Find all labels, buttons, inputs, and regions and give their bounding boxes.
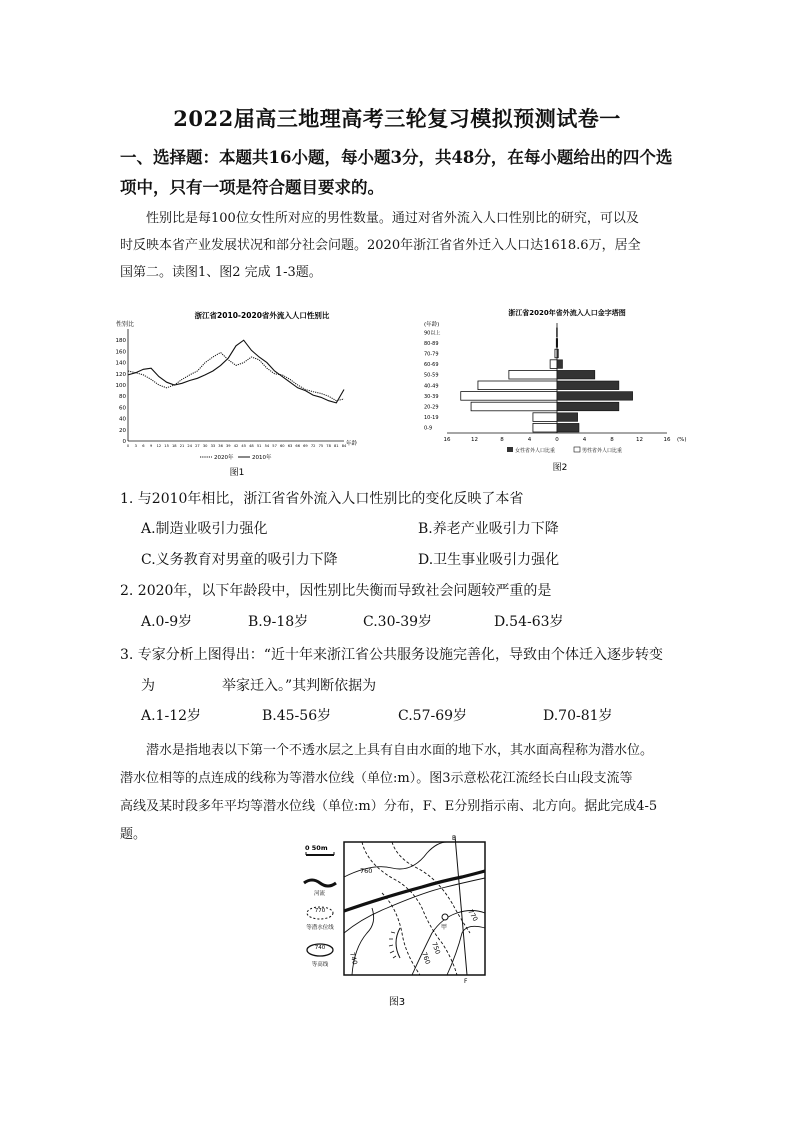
fig2-legend-female: 女性省外人口比重 bbox=[515, 448, 556, 454]
q1-option-b[interactable]: B.养老产业吸引力下降 bbox=[418, 521, 559, 537]
fig2-bar-female bbox=[557, 392, 633, 401]
contour-value-2: 770 bbox=[466, 908, 480, 923]
q1-option-a[interactable]: A.制造业吸引力强化 bbox=[141, 521, 268, 537]
ef-direction-line bbox=[455, 836, 467, 975]
page-title: 2022届高三地理高考三轮复习模拟预测试卷一 bbox=[173, 106, 621, 131]
fig2-age-label: 90以上 bbox=[424, 330, 441, 337]
fig1-series-2020 bbox=[128, 353, 344, 401]
fig2-x-tick: 12 bbox=[471, 437, 478, 443]
fig1-x-tick: 6 bbox=[142, 444, 145, 448]
q3-option-a[interactable]: A.1-12岁 bbox=[141, 708, 202, 724]
fig2-bar-male bbox=[461, 392, 557, 401]
fig1-x-tick: 12 bbox=[156, 444, 162, 448]
figure-2-chart bbox=[412, 305, 697, 475]
q2-option-b[interactable]: B.9-18岁 bbox=[248, 614, 309, 630]
fig1-x-tick: 30 bbox=[202, 444, 208, 448]
fig2-x-unit: (%) bbox=[677, 437, 687, 443]
fig1-x-tick: 75 bbox=[318, 444, 324, 448]
fig2-x-tick: 12 bbox=[636, 437, 643, 443]
river bbox=[344, 871, 485, 911]
fig1-x-tick: 63 bbox=[287, 444, 293, 448]
q3-stem-line2-a: 为 bbox=[141, 678, 155, 694]
fig1-x-tick: 60 bbox=[279, 444, 285, 448]
q3-stem: 3. 专家分析上图得出：“近十年来浙江省公共服务设施完善化，导致由个体迁入逐步转变 bbox=[120, 647, 663, 663]
fig1-x-tick: 3 bbox=[134, 444, 137, 448]
fig1-x-tick: 9 bbox=[149, 444, 153, 448]
fig2-age-label: 40-49 bbox=[424, 383, 439, 390]
fig2-legend-male-swatch bbox=[574, 447, 580, 452]
label-e: E bbox=[452, 835, 456, 842]
fig1-x-tick: 15 bbox=[164, 444, 169, 448]
intro2-line-3: 高线及某时段多年平均等潜水位线（单位:m）分布，F、E分别指示南、北方向。据此完成4-5 bbox=[120, 799, 658, 814]
fig1-legend-2010: 2010年 bbox=[252, 455, 272, 461]
fig2-x-tick: 16 bbox=[663, 437, 671, 443]
legend-water-value: 770 bbox=[314, 908, 326, 914]
fig1-x-tick: 48 bbox=[249, 444, 254, 448]
cliff-hachures bbox=[389, 932, 396, 958]
fig2-x-tick: 8 bbox=[610, 437, 614, 443]
fig2-bar-female bbox=[557, 402, 619, 411]
fig1-y-tick: 100 bbox=[115, 383, 126, 389]
fig2-age-label: 0-9 bbox=[424, 425, 433, 432]
fig2-x-tick: 0 bbox=[555, 437, 559, 443]
contour-value-5: 740 bbox=[348, 951, 360, 966]
fig2-bar-male bbox=[478, 381, 557, 390]
figure-1-chart bbox=[112, 305, 362, 480]
fig2-age-label: 10-19 bbox=[424, 415, 439, 422]
fig2-x-tick: 4 bbox=[527, 437, 532, 443]
q2-option-a[interactable]: A.0-9岁 bbox=[141, 614, 193, 630]
intro1-line-1: 性别比是每100位女性所对应的男性数量。通过对省外流入人口性别比的研究，可以及 bbox=[146, 211, 639, 226]
fig1-x-tick: 33 bbox=[210, 444, 216, 448]
fig2-title: 浙江省2020年省外流入人口金字塔图 bbox=[508, 309, 626, 317]
fig2-bar-male bbox=[471, 402, 557, 411]
fig2-x-tick: 16 bbox=[443, 437, 451, 443]
fig1-y-tick: 160 bbox=[115, 349, 126, 356]
water-level-line bbox=[362, 842, 457, 975]
figure-3-map bbox=[292, 833, 502, 1013]
cliff-symbol bbox=[396, 928, 400, 958]
fig2-bar-female bbox=[557, 360, 563, 369]
intro2-line-2: 潜水位相等的点连成的线称为等潜水位线（单位:m）。图3示意松花江流经长白山段支流等 bbox=[120, 771, 633, 786]
q3-option-c[interactable]: C.57-69岁 bbox=[398, 708, 468, 724]
fig1-y-tick: 80 bbox=[119, 394, 126, 401]
fig1-x-tick: 42 bbox=[233, 444, 239, 448]
contour-value-4: 760 bbox=[420, 950, 432, 966]
fig1-x-tick: 57 bbox=[272, 444, 277, 448]
fig2-x-tick: 4 bbox=[582, 437, 587, 443]
fig1-x-tick: 72 bbox=[310, 444, 316, 448]
fig1-x-tick: 24 bbox=[187, 444, 193, 448]
fig1-x-tick: 18 bbox=[171, 444, 177, 448]
fig1-x-tick: 45 bbox=[241, 444, 247, 448]
fig1-x-tick: 84 bbox=[341, 444, 347, 448]
q3-option-b[interactable]: B.45-56岁 bbox=[262, 708, 332, 724]
fig1-xlabel: 年龄 bbox=[346, 441, 358, 447]
fig1-x-tick: 27 bbox=[195, 444, 200, 448]
intro2-line-4: 题。 bbox=[120, 827, 147, 842]
fig2-age-label: 30-39 bbox=[424, 393, 439, 400]
fig1-y-tick: 60 bbox=[119, 405, 126, 412]
section-line-2: 项中，只有一项是符合题目要求的。 bbox=[120, 178, 384, 197]
fig2-bar-male bbox=[550, 360, 557, 369]
fig1-y-tick: 40 bbox=[119, 416, 126, 423]
fig2-bar-female bbox=[557, 413, 578, 422]
label-f: F bbox=[464, 978, 468, 985]
fig2-x-tick: 8 bbox=[500, 437, 504, 443]
q1-stem: 1. 与2010年相比，浙江省省外流入人口性别比的变化反映了本省 bbox=[120, 491, 524, 507]
section-heading bbox=[120, 143, 680, 203]
point-jia-label: 甲 bbox=[441, 924, 448, 931]
section-line-1: 一、选择题：本题共16小题，每小题3分，共48分，在每小题给出的四个选 bbox=[120, 148, 673, 167]
legend-river-symbol bbox=[304, 880, 336, 886]
fig2-bar-female bbox=[557, 339, 558, 348]
fig2-bar-female bbox=[557, 423, 579, 432]
q2-option-c[interactable]: C.30-39岁 bbox=[363, 614, 433, 630]
fig1-y-tick: 0 bbox=[122, 439, 126, 445]
water-level-line bbox=[382, 893, 420, 975]
fig1-x-tick: 78 bbox=[326, 444, 331, 448]
q2-stem: 2. 2020年，以下年龄段中，因性别比失衡而导致社会问题较严重的是 bbox=[120, 583, 552, 599]
intro2-line-1: 潜水是指地表以下第一个不透水层之上具有自由水面的地下水，其水面高程称为潜水位。 bbox=[146, 743, 654, 758]
fig3-caption: 图3 bbox=[388, 997, 406, 1008]
fig2-bar-male bbox=[533, 423, 557, 432]
fig1-series-2010 bbox=[128, 340, 344, 403]
scale-bar bbox=[305, 844, 334, 855]
fig1-title: 浙江省2010-2020省外流入人口性别比 bbox=[194, 311, 330, 320]
water-level-line bbox=[392, 842, 470, 933]
fig1-x-tick: 36 bbox=[218, 444, 223, 448]
fig2-age-label: 60-69 bbox=[424, 362, 439, 369]
fig2-bar-female bbox=[557, 381, 619, 390]
q1-option-c[interactable]: C.义务教育对男童的吸引力下降 bbox=[141, 552, 338, 568]
fig1-legend-2020: 2020年 bbox=[214, 455, 234, 461]
fig1-y-tick: 20 bbox=[119, 427, 126, 434]
fig2-bar-male bbox=[509, 370, 557, 379]
fig1-x-tick: 21 bbox=[179, 444, 185, 448]
intro1-line-3: 国第二。读图1、图2 完成 1-3题。 bbox=[120, 265, 322, 280]
fig1-y-tick: 120 bbox=[115, 371, 126, 378]
fig2-age-label: 20-29 bbox=[424, 404, 439, 411]
fig2-bar-female bbox=[557, 370, 595, 379]
fig2-caption: 图2 bbox=[552, 463, 568, 473]
intro1-line-2: 时反映本省产业发展状况和部分社会问题。2020年浙江省省外迁入人口达1618.6万，居全 bbox=[120, 238, 641, 253]
contour-line bbox=[352, 908, 374, 975]
fig1-x-tick: 54 bbox=[264, 444, 270, 448]
fig1-x-tick: 39 bbox=[225, 444, 231, 448]
legend-contour-value: 740 bbox=[314, 945, 326, 951]
fig1-x-tick: 51 bbox=[256, 444, 262, 448]
fig2-bar-female bbox=[557, 349, 558, 358]
fig2-age-label: 80-89 bbox=[424, 340, 439, 347]
legend-contour-label: 等高线 bbox=[311, 962, 329, 968]
fig1-y-tick: 140 bbox=[115, 360, 126, 367]
fig2-bar-male bbox=[533, 413, 557, 422]
legend-river-label: 河流 bbox=[314, 891, 326, 897]
fig1-x-tick: 69 bbox=[303, 444, 308, 448]
fig2-ylabel: (年龄) bbox=[424, 322, 440, 328]
fig2-legend-male: 男性省外人口比重 bbox=[582, 448, 623, 454]
fig2-age-label: 70-79 bbox=[424, 351, 439, 358]
fig1-x-tick: 81 bbox=[333, 444, 339, 448]
fig2-age-label: 50-59 bbox=[424, 372, 439, 379]
point-jia-marker bbox=[442, 914, 448, 920]
q3-stem-line2-b: 举家迁入。”其判断依据为 bbox=[222, 678, 377, 694]
map-frame bbox=[344, 842, 485, 975]
fig1-y-tick: 180 bbox=[115, 338, 126, 345]
fig1-x-tick: 66 bbox=[295, 444, 301, 448]
contour-value-3: 750 bbox=[430, 940, 442, 956]
q2-option-d[interactable]: D.54-63岁 bbox=[494, 614, 564, 630]
scale-label: 0 50m bbox=[305, 844, 328, 852]
q3-option-d[interactable]: D.70-81岁 bbox=[543, 708, 613, 724]
fig1-ylabel: 性别比 bbox=[116, 321, 135, 328]
legend-water-label: 等潜水位线 bbox=[306, 925, 334, 931]
fig1-caption: 图1 bbox=[229, 468, 245, 478]
contour-value-1: 760 bbox=[360, 867, 373, 875]
q1-option-d[interactable]: D.卫生事业吸引力强化 bbox=[418, 552, 560, 568]
fig1-x-tick: 0 bbox=[126, 444, 130, 448]
fig2-legend-female-swatch bbox=[507, 447, 513, 452]
fig2-bar-male bbox=[555, 349, 557, 358]
intro-paragraph-1 bbox=[120, 205, 686, 286]
